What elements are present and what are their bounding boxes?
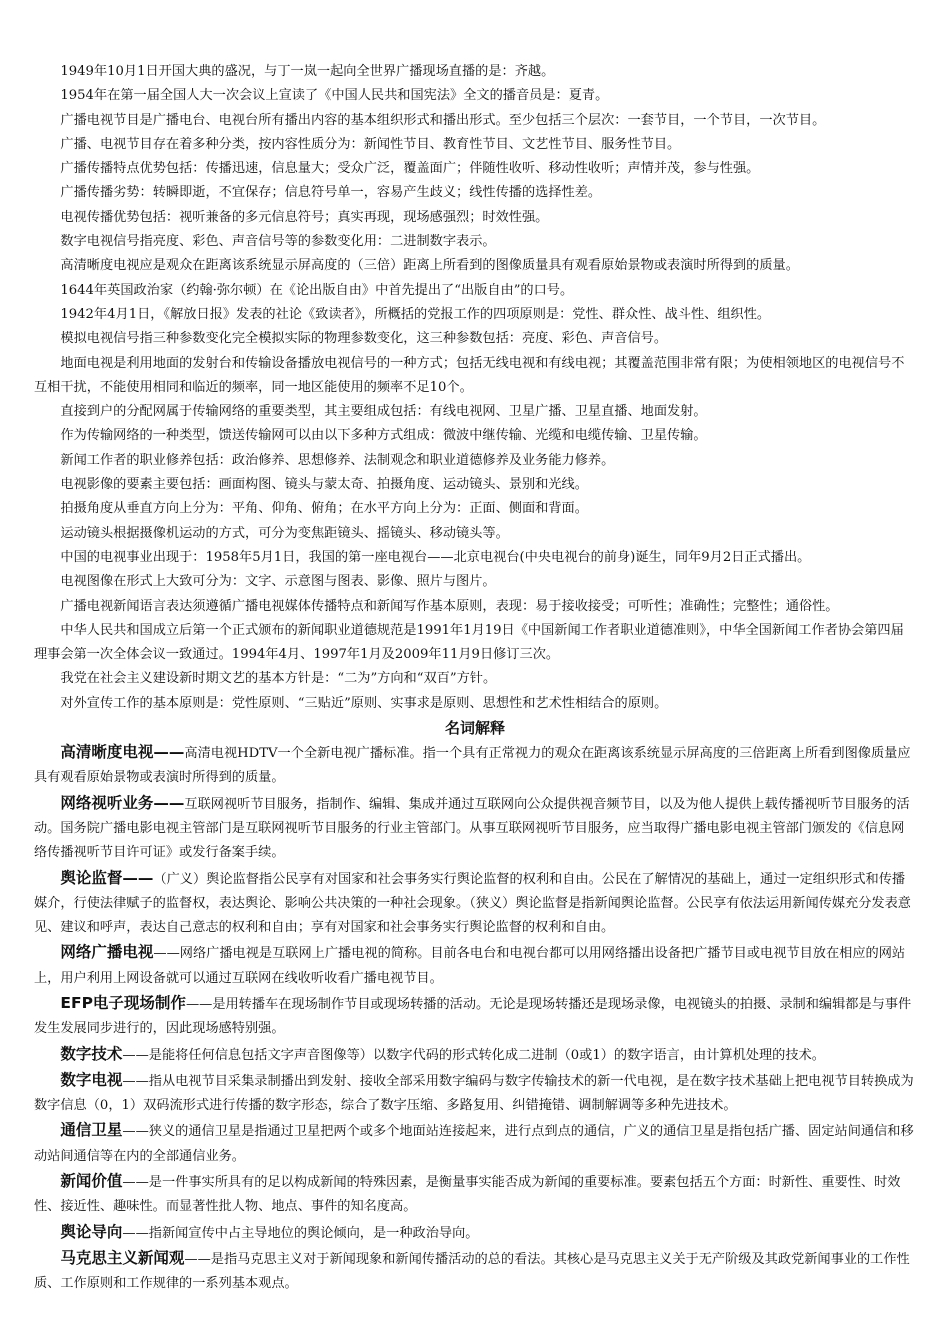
glossary-entry <box>34 991 916 1042</box>
fact-line: 我党在社会主义建设新时期文艺的基本方针是：“二为”方向和“双百”方针。 <box>60 671 497 687</box>
glossary-term: 舆论监督—— <box>60 868 154 887</box>
fact-line: 对外宣传工作的基本原则是：党性原则、“三贴近”原则、实事求是原则、思想性和艺术性相结合的原则。 <box>60 695 668 711</box>
glossary-list <box>34 740 916 1297</box>
facts-list <box>34 60 916 716</box>
glossary-entry <box>34 1042 916 1068</box>
fact-line: 广播电视节目是广播电台、电视台所有播出内容的基本组织形式和播出形式。至少包括三个层次：一套节目，一个节目，一次节目。 <box>60 112 826 128</box>
glossary-entry <box>34 1169 916 1220</box>
glossary-term: 通信卫星 <box>60 1121 123 1140</box>
glossary-entry <box>34 1246 916 1297</box>
fact-line: 新闻工作者的职业修养包括：政治修养、思想修养、法制观念和职业道德修养及业务能力修养。 <box>60 452 615 468</box>
glossary-term: 新闻价值 <box>60 1172 123 1191</box>
glossary-term: 网络广播电视 <box>60 943 154 962</box>
glossary-definition: ——是能将任何信息包括文字声音图像等）以数字代码的形式转化成二进制（0或1）的数字语言，由计算机处理的技术。 <box>122 1047 825 1063</box>
glossary-title: 名词解释 <box>444 719 505 738</box>
glossary-term: 马克思主义新闻观 <box>60 1248 185 1267</box>
glossary-entry <box>34 1118 916 1169</box>
glossary-definition: ——是一件事实所具有的足以构成新闻的特殊因素，是衡量事实能否成为新闻的重要标准。要素包括五个方面：时新性、重要性、时效性、接近性、趣味性。而显著性批人物、地点、事件的知名度高。 <box>34 1175 901 1215</box>
glossary-definition: ——指从电视节目采集录制播出到发射、接收全部采用数字编码与数字传输技术的新一代电视，是在数字技术基础上把电视节目转换成为数字信息（0，1）双码流形式进行传播的数字形态，综合了数字压缩、多路复用、纠错掩错、调制解调等多种先进技术。 <box>34 1073 914 1114</box>
fact-line: 地面电视是利用地面的发射台和传输设备播放电视信号的一种方式；包括无线电视和有线电视；其覆盖范围非常有限；为使相领地区的电视信号不互相干扰，不能使用相同和临近的频率，同一地区能使用的频率不足10个。 <box>34 355 905 395</box>
glossary-entry <box>34 791 916 866</box>
fact-line: 高清晰度电视应是观众在距离该系统显示屏高度的（三倍）距离上所看到的图像质量具有观看原始景物或表演时所得到的质量。 <box>60 258 799 274</box>
fact-line: 运动镜头根据摄像机运动的方式，可分为变焦距镜头、摇镜头、移动镜头等。 <box>60 525 509 541</box>
glossary-term: 高清晰度电视—— <box>60 743 185 762</box>
glossary-definition: （广义）舆论监督指公民享有对国家和社会事务实行舆论监督的权利和自由。公民在了解情况的基础上，通过一定组织形式和传播媒介，行使法律赋子的监督权，表达舆论、影响公共决策的一种社会现象。（狭义）舆论监督是指新闻舆论监督。公民享有依法运用新闻传媒充分发表意见、建议和呼声，表达自己意志的权利和自由；享有对国家和社会事务实行舆论监督的权利和自由。 <box>34 871 911 936</box>
glossary-entry <box>34 740 916 791</box>
fact-line: 数字电视信号指亮度、彩色、声音信号等的参数变化用：二进制数字表示。 <box>60 234 496 250</box>
glossary-entry <box>34 1220 916 1246</box>
fact-line: 电视图像在形式上大致可分为：文字、示意图与图表、影像、照片与图片。 <box>60 574 496 590</box>
fact-line: 广播传播特点优势包括：传播迅速，信息量大；受众广泛，覆盖面广；伴随性收听、移动性收听；声情并茂，参与性强。 <box>60 161 760 177</box>
fact-line: 直接到户的分配网属于传输网络的重要类型，其主要组成包括：有线电视网、卫星广播、卫星直播、地面发射。 <box>60 404 707 420</box>
fact-line: 广播电视新闻语言表达须遵循广播电视媒体传播特点和新闻写作基本原则，表现：易于接收接受；可听性；准确性；完整性；通俗性。 <box>60 598 839 614</box>
fact-line: 广播传播劣势：转瞬即逝，不宜保存；信息符号单一，容易产生歧义；线性传播的选择性差。 <box>60 185 602 201</box>
fact-line: 中国的电视事业出现于：1958年5月1日，我国的第一座电视台——北京电视台(中央电视台的前身)诞生，同年9月2日正式播出。 <box>60 549 811 565</box>
glossary-entry <box>34 866 916 941</box>
glossary-term: 数字技术 <box>60 1044 123 1063</box>
glossary-definition: ——是用转播车在现场制作节目或现场转播的活动。无论是现场转播还是现场录像，电视镜头的拍摄、录制和编辑都是与事件发生发展同步进行的，因此现场感特别强。 <box>34 996 912 1037</box>
glossary-definition: ——是指马克思主义对于新闻现象和新闻传播活动的总的看法。其核心是马克思主义关于无产阶级及其政党新闻事业的工作性质、工作原则和工作规律的一系列基本观点。 <box>34 1251 910 1292</box>
fact-line: 电视影像的要素主要包括：画面构图、镜头与蒙太奇、拍摄角度、运动镜头、景别和光线。 <box>60 477 588 493</box>
glossary-definition: ——狭义的通信卫星是指通过卫星把两个或多个地面站连接起来，进行点到点的通信，广义的通信卫星是指包括广播、固定站间通信和移动站间通信等在内的全部通信业务。 <box>34 1124 914 1164</box>
glossary-definition: 高清电视HDTV一个全新电视广播标准。指一个具有正常视力的观众在距离该系统显示屏高度的三倍距离上所看到图像质量应具有观看原始景物或表演时所得到的质量。 <box>34 746 911 786</box>
fact-line: 1644年英国政治家（约翰·弥尔顿）在《论出版自由》中首先提出了“出版自由”的口号。 <box>60 282 574 298</box>
fact-line: 电视传播优势包括：视听兼备的多元信息符号；真实再现，现场感强烈；时效性强。 <box>60 209 549 225</box>
glossary-term: 网络视听业务—— <box>60 793 185 812</box>
glossary-definition: ——网络广播电视是互联网上广播电视的简称。目前各电台和电视台都可以用网络播出设备把广播节目或电视节目放在相应的网站上，用户利用上网设备就可以通过互联网在线收听收看广播电视节目。 <box>34 946 906 986</box>
glossary-entry <box>34 1068 916 1119</box>
glossary-term: 舆论导向 <box>60 1222 123 1241</box>
glossary-entry <box>34 940 916 991</box>
glossary-term: 数字电视 <box>60 1070 123 1089</box>
glossary-definition: 互联网视听节目服务，指制作、编辑、集成并通过互联网向公众提供视音频节目，以及为他人提供上载传播视听节目服务的活动。国务院广播电影电视主管部门是互联网视听节目服务的行业主管部门。从事互联网视听节目服务，应当取得广播电影电视主管部门颁发的《信息网络传播视听节目许可证》或发行备案手续。 <box>34 796 910 861</box>
fact-line: 中华人民共和国成立后第一个正式颁布的新闻职业道德规范是1991年1月19日《中国新闻工作者职业道德准则》，中华全国新闻工作者协会第四届理事会第一次全体会议一致通过。1994年4月、1997年1月及2009年11月9日修订三次。 <box>34 622 904 663</box>
fact-line: 1942年4月1日，《解放日报》发表的社论《致读者》，所概括的党报工作的四项原则是：党性、群众性、战斗性、组织性。 <box>60 306 771 322</box>
fact-line: 拍摄角度从垂直方向上分为：平角、仰角、俯角；在水平方向上分为：正面、侧面和背面。 <box>60 501 588 517</box>
fact-line: 1954年在第一届全国人大一次会议上宣读了《中国人民共和国宪法》全文的播音员是：夏青。 <box>60 88 609 104</box>
fact-line: 1949年10月1日开国大典的盛况，与丁一岚一起向全世界广播现场直播的是：齐越。 <box>60 64 555 79</box>
glossary-term: EFP电子现场制作 <box>60 993 186 1012</box>
fact-line: 模拟电视信号指三种参数变化完全模拟实际的物理参数变化，这三种参数包括：亮度、彩色、声音信号。 <box>60 331 668 347</box>
glossary-definition: ——指新闻宣传中占主导地位的舆论倾向，是一种政治导向。 <box>122 1225 479 1241</box>
fact-line: 作为传输网络的一种类型，馈送传输网可以由以下多种方式组成：微波中继传输、光缆和电缆传输、卫星传输。 <box>60 428 707 444</box>
fact-line: 广播、电视节目存在着多种分类，按内容性质分为：新闻性节目、教育性节目、文艺性节目、服务性节目。 <box>60 136 681 152</box>
